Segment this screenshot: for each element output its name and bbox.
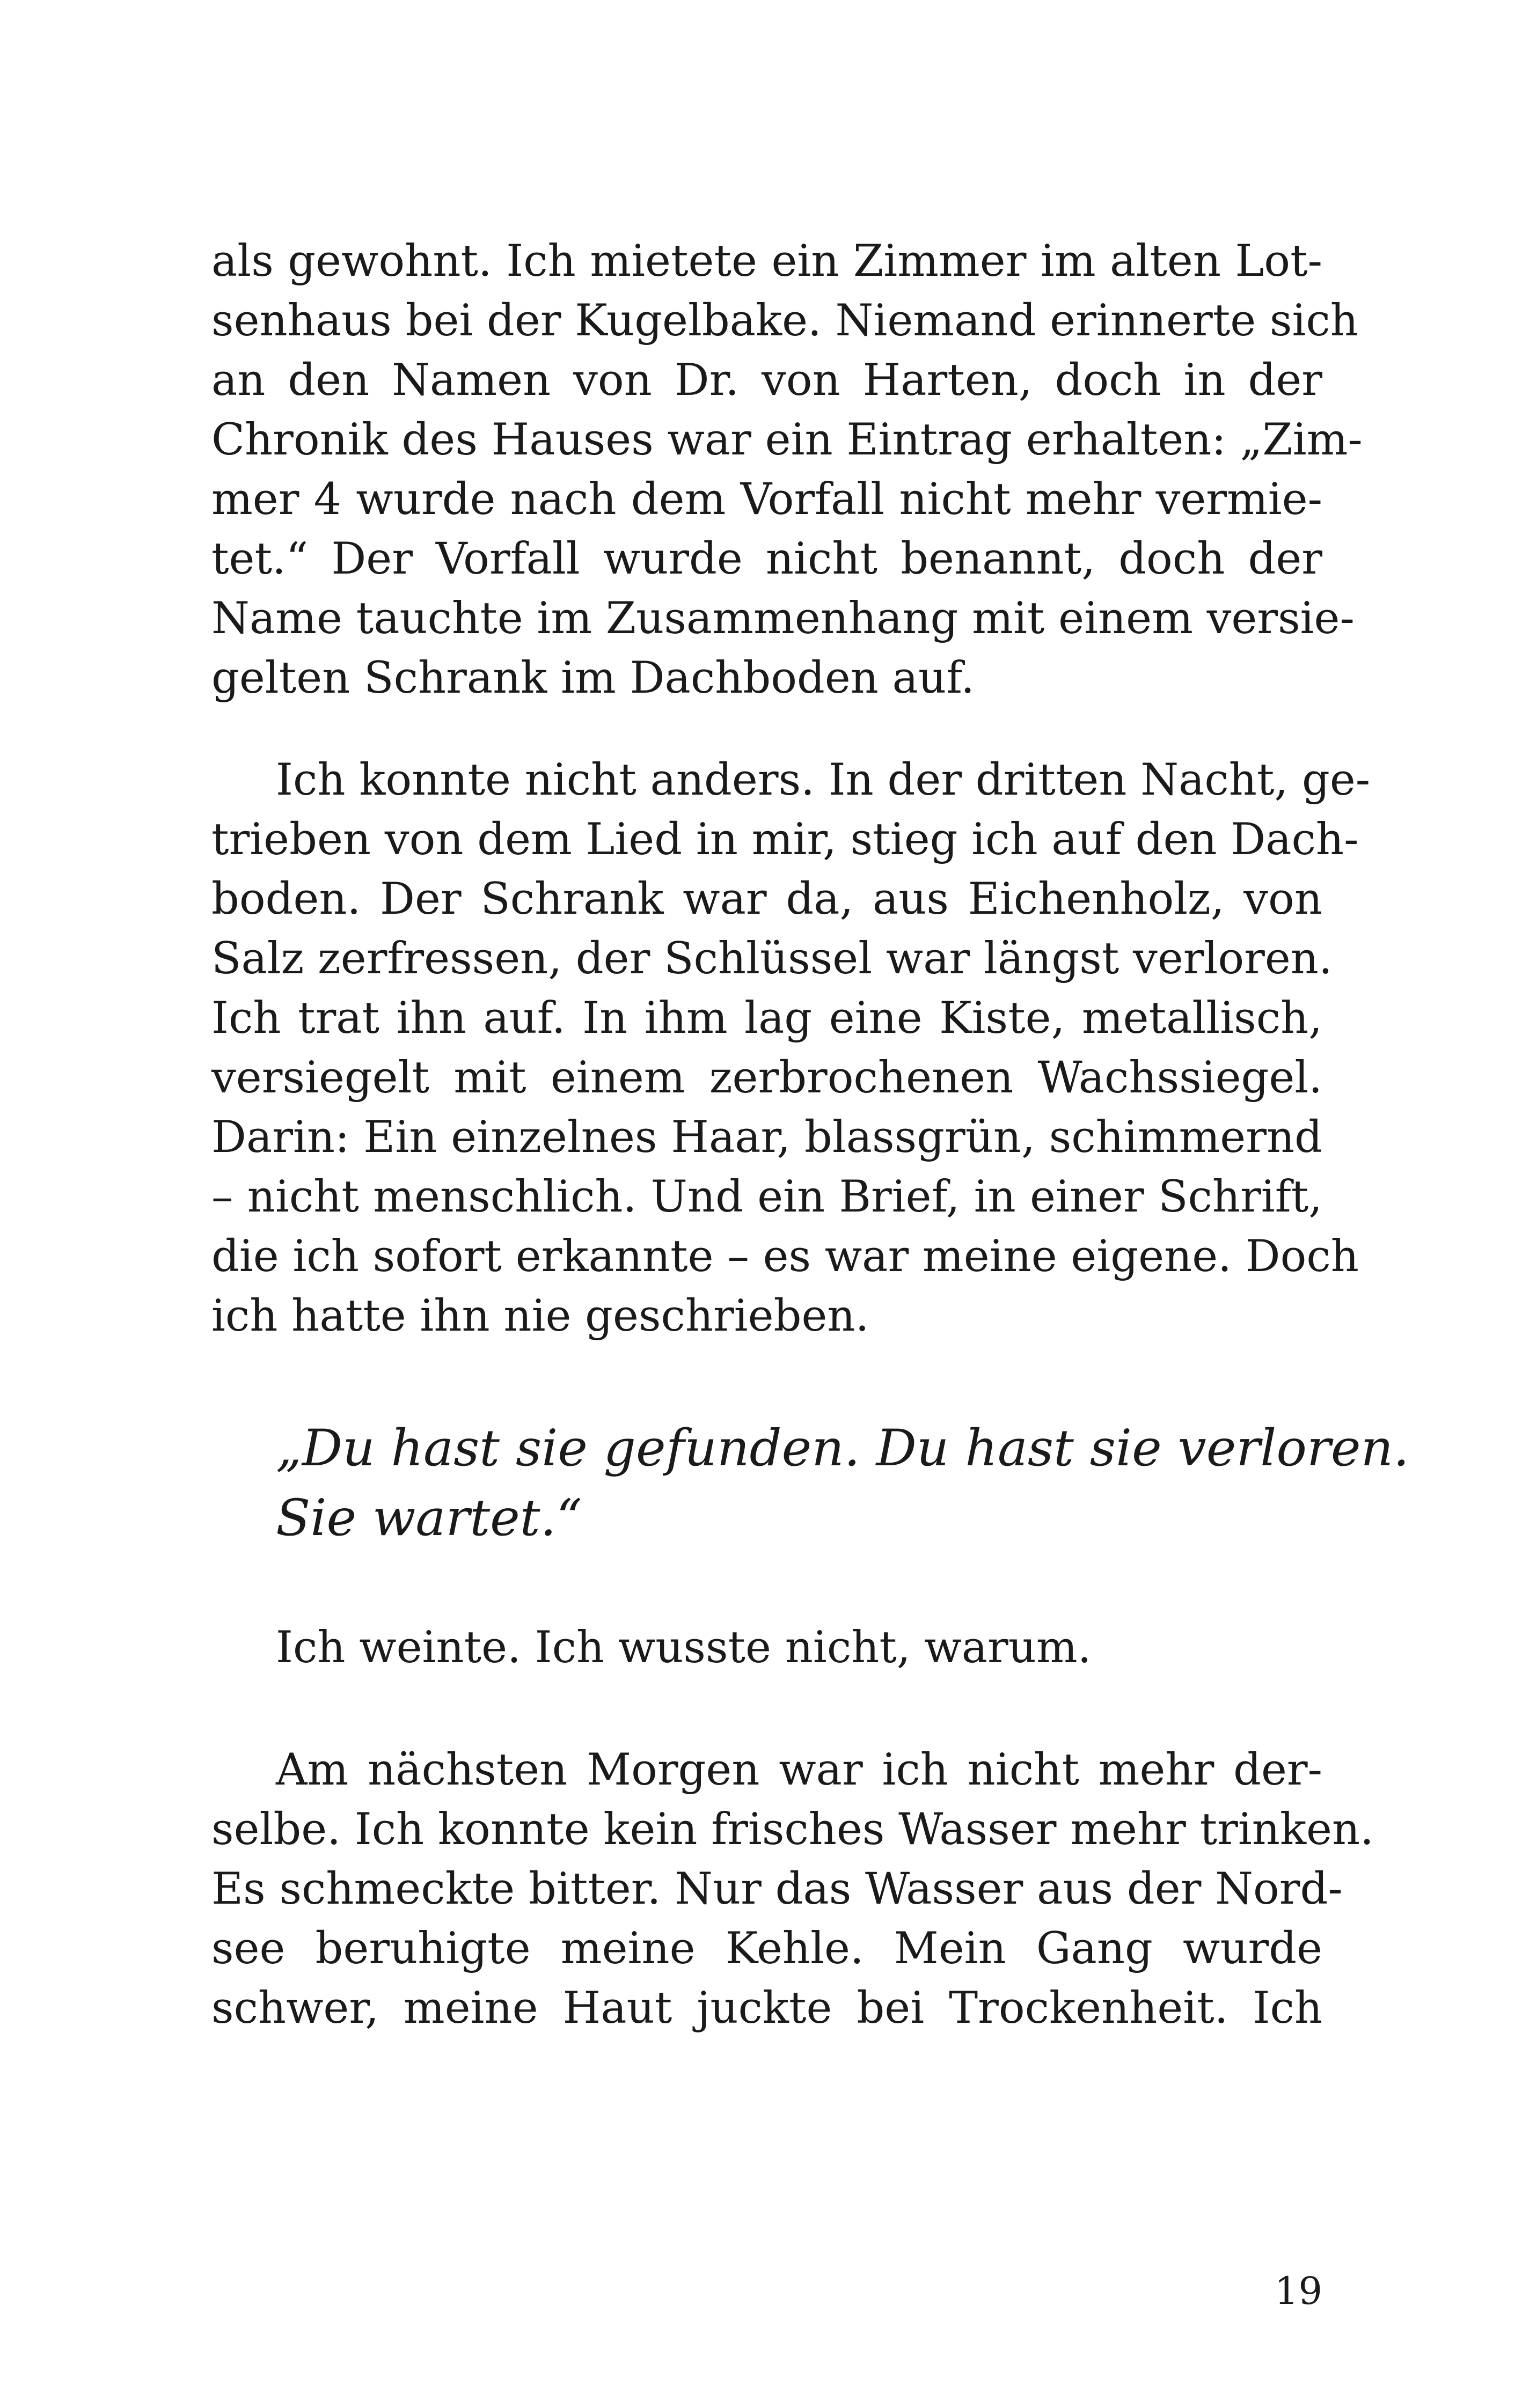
page-number: 19: [1274, 2269, 1322, 2313]
text-line: Name tauchte im Zusammenhang mit einem versie-: [211, 593, 1355, 644]
text-line: Es schmeckte bitter. Nur das Wasser aus der Nord-: [211, 1864, 1343, 1914]
text-line: mer 4 wurde nach dem Vorfall nicht mehr vermie-: [211, 474, 1322, 525]
text-line: Ich weinte. Ich wusste nicht, warum.: [276, 1623, 1092, 1673]
paragraph-1: [211, 232, 1363, 708]
text-line: die ich sofort erkannte – es war meine eigene. Doch: [211, 1231, 1359, 1282]
text-line: see beruhigte meine Kehle. Mein Gang wurde: [211, 1924, 1322, 1974]
quote-line: „Du hast sie gefunden. Du hast sie verloren.: [276, 1419, 1409, 1478]
text-line: Chronik des Hauses war ein Eintrag erhalten: „Zim-: [211, 415, 1363, 465]
text-line: selbe. Ich konnte kein frisches Wasser mehr trinken.: [211, 1804, 1374, 1855]
text-line: Ich trat ihn auf. In ihm lag eine Kiste, metallisch,: [211, 993, 1322, 1044]
text-line: als gewohnt. Ich mietete ein Zimmer im alten Lot-: [211, 236, 1322, 287]
text-line: schwer, meine Haut juckte bei Trockenheit. Ich: [211, 1983, 1322, 2033]
text-line: Salz zerfressen, der Schlüssel war längst verloren.: [211, 934, 1333, 984]
text-line: tet.“ Der Vorfall wurde nicht benannt, doch der: [211, 534, 1322, 584]
paragraph-5: [211, 1741, 1374, 2038]
quote-line: Sie wartet.“: [276, 1489, 582, 1547]
text-line: Am nächsten Morgen war ich nicht mehr der-: [276, 1745, 1322, 1795]
text-line: an den Namen von Dr. von Harten, doch in der: [211, 355, 1322, 406]
text-line: Ich konnte nicht anders. In der dritten Nacht, ge-: [276, 755, 1371, 805]
paragraph-4: [211, 1618, 1322, 1678]
text-line: Darin: Ein einzelnes Haar, blassgrün, schimmernd: [211, 1112, 1322, 1163]
text-line: gelten Schrank im Dachboden auf.: [211, 653, 975, 703]
text-line: trieben von dem Lied in mir, stieg ich auf den Dach-: [211, 814, 1359, 865]
text-line: senhaus bei der Kugelbake. Niemand erinnerte sich: [211, 296, 1358, 346]
text-line: ich hatte ihn nie geschrieben.: [211, 1291, 869, 1341]
paragraph-2: [211, 751, 1371, 1346]
block-quote: [276, 1414, 1409, 1553]
text-line: – nicht menschlich. Und ein Brief, in einer Schrift,: [211, 1172, 1322, 1222]
text-line: versiegelt mit einem zerbrochenen Wachssiegel.: [211, 1053, 1322, 1103]
text-line: boden. Der Schrank war da, aus Eichenholz, von: [211, 874, 1322, 924]
